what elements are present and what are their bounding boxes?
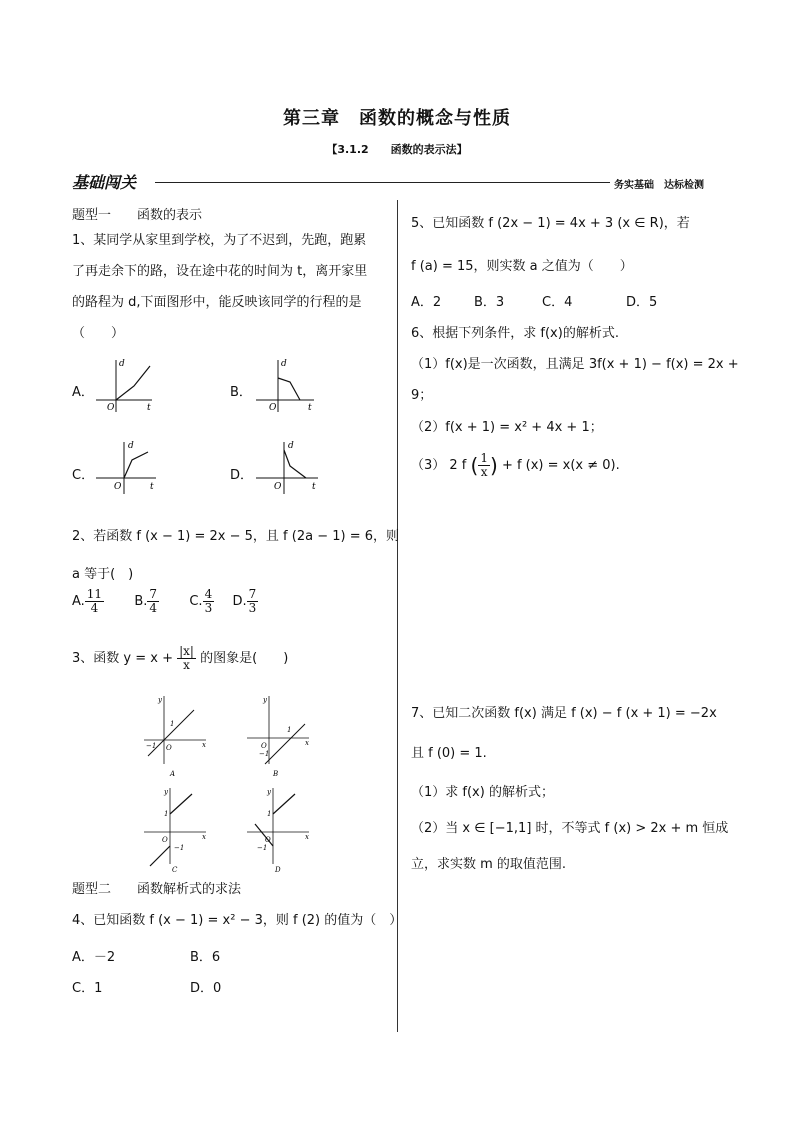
page-title: 第三章 函数的概念与性质 [283,108,511,129]
q5-option-d: D．5 [626,295,658,310]
svg-text:C: C [172,866,178,874]
q1-line1: 1、某同学从家里到学校，为了不迟到，先跑，跑累 [72,233,367,248]
column-divider [397,200,398,1032]
q1-graph-b [252,356,332,414]
svg-text:O: O [269,403,277,413]
q1-graph-a [92,356,172,414]
q2-option-a: A. $\frac{11}{4}$ [72,587,103,615]
q5-line2: f (a) = 15，则实数 a 之值为（ ） [411,259,633,274]
q7-line2: 且 f (0) = 1. [411,746,487,761]
q2-option-b: B. $\frac{7}{4}$ [134,587,158,615]
q3-graph-c [140,784,210,874]
q3-graph-b [243,692,313,778]
svg-text:O: O [265,836,271,844]
q6-part2: （2）f(x + 1) = x² + 4x + 1； [411,420,603,435]
q1-option-a-label: A． [72,385,94,400]
type2-heading: 题型二 函数解析式的求法 [72,882,242,897]
type1-heading: 题型一 函数的表示 [72,208,203,223]
q7-part2-line2: 立，求实数 m 的取值范围. [411,857,567,872]
svg-text:−1: −1 [146,742,157,750]
svg-text:O: O [274,482,282,492]
q4-option-a: A．－2 [72,950,116,965]
svg-text:O: O [114,482,122,492]
q7-part2-line1: （2）当 x ∈ [−1,1] 时，不等式 f (x) > 2x + m 恒成 [411,821,729,836]
q1-option-b-label: B． [230,385,252,400]
q5-option-b: B．3 [474,295,505,310]
q7-part1: （1）求 f(x) 的解析式； [411,785,554,800]
q1-line4: （ ） [72,326,125,341]
q1-line2: 了再走余下的路，设在途中花的时间为 t，离开家里 [72,264,368,279]
svg-text:x: x [305,833,309,841]
svg-text:−1: −1 [174,844,185,852]
svg-text:1: 1 [267,810,272,818]
q2-line2: a 等于( ) [72,567,134,582]
q5-line1: 5、已知函数 f (2x − 1) = 4x + 3 (x ∈ R)，若 [411,216,690,231]
svg-text:d: d [128,441,134,451]
svg-text:1: 1 [164,810,169,818]
q2-line1: 2、若函数 f (x − 1) = 2x − 5，且 f (2a − 1) = 6，则 [72,529,400,544]
svg-text:−1: −1 [257,844,268,852]
q7-line1: 7、已知二次函数 f(x) 满足 f (x) − f (x + 1) = −2x [411,706,717,721]
q5-option-a: A．2 [411,295,442,310]
svg-text:O: O [107,403,115,413]
section-heading: 基础闯关 [72,173,137,192]
svg-text:x: x [305,739,309,747]
svg-text:O: O [261,742,267,750]
svg-text:1: 1 [170,720,175,728]
header-rule [155,182,610,183]
svg-text:B: B [273,770,279,778]
svg-text:A: A [170,770,176,778]
q4-option-b: B．6 [190,950,221,965]
svg-text:x: x [202,833,206,841]
svg-text:O: O [166,744,172,752]
q6-part1-line1: （1）f(x)是一次函数，且满足 3f(x + 1) − f(x) = 2x + [411,357,739,372]
q3-graph-a [140,692,210,778]
svg-text:O: O [162,836,168,844]
q1-graph-c [92,438,172,496]
section-slogan: 务实基础 达标检测 [614,180,704,191]
q1-graph-d [252,438,332,496]
svg-text:D: D [275,866,281,874]
svg-text:−1: −1 [259,750,270,758]
svg-text:x: x [202,741,206,749]
section-subtitle: 【3.1.2 函数的表示法】 [326,143,468,156]
q6-part3: （3） 2 f ( $\frac{1}{x}$ ) + f (x) = x(x ≠ 0). [411,451,620,479]
q2-option-c: C. $\frac{4}{3}$ [189,587,213,615]
q1-option-c-label: C． [72,468,95,483]
q6-stem: 6、根据下列条件，求 f(x)的解析式. [411,326,619,341]
svg-text:t: t [312,482,316,492]
q4-stem: 4、已知函数 f (x − 1) = x² − 3，则 f (2) 的值为（ ） [72,913,403,928]
q2-option-d: D. $\frac{7}{3}$ [232,587,257,615]
svg-text:y: y [158,696,162,704]
q4-option-c: C．1 [72,981,103,996]
q6-part1-line2: 9； [411,388,433,403]
svg-text:y: y [267,788,271,796]
svg-text:d: d [119,359,125,369]
q3-graph-d [243,784,313,874]
q4-option-d: D．0 [190,981,222,996]
q2-options [72,588,258,615]
svg-text:1: 1 [287,726,292,734]
q3-stem: 3、函数 y = x + $\frac{|x|}{x}$ 的图象是( ) [72,644,289,672]
q1-line3: 的路程为 d,下面图形中，能反映该同学的行程的是 [72,295,362,310]
svg-text:y: y [164,788,168,796]
svg-text:d: d [281,359,287,369]
svg-text:y: y [263,696,267,704]
q1-option-d-label: D． [230,468,254,483]
q5-option-c: C．4 [542,295,573,310]
svg-text:d: d [288,441,294,451]
svg-text:t: t [308,403,312,413]
svg-text:t: t [147,403,151,413]
svg-text:t: t [150,482,154,492]
